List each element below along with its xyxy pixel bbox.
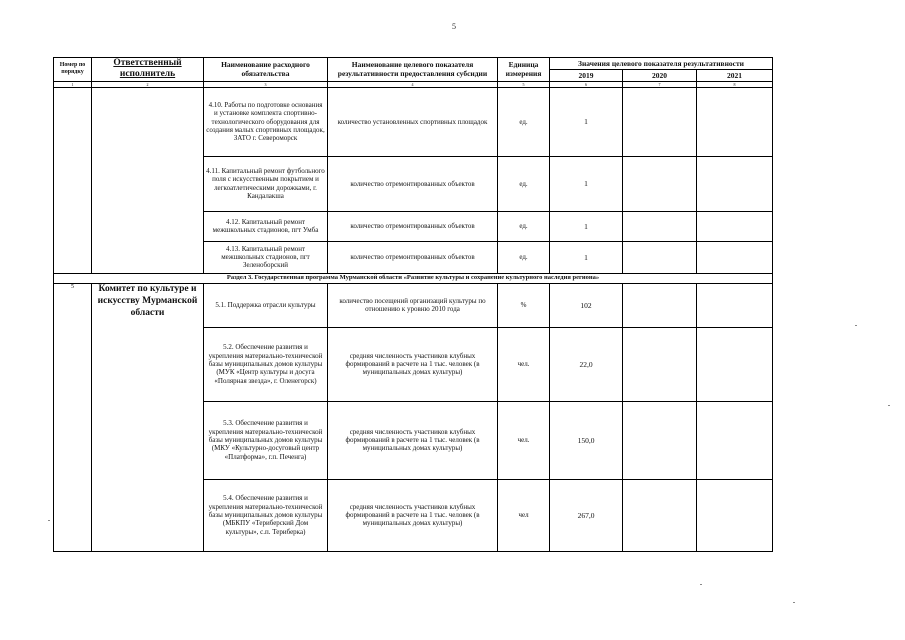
unit-cell: ед. <box>498 211 550 241</box>
indicator-cell: средняя численность участников клубных формирований в расчете на 1 тыс. человек (в муниципальных домах культуры) <box>328 401 498 479</box>
indicator-cell: количество отремонтированных объектов <box>328 241 498 273</box>
unit-cell: ед. <box>498 241 550 273</box>
header-executor: Ответственный исполнитель <box>92 58 204 82</box>
value-2021-cell <box>697 156 773 211</box>
indicator-cell: количество отремонтированных объектов <box>328 211 498 241</box>
table-row <box>54 283 773 327</box>
scan-speck <box>855 325 857 326</box>
scan-speck <box>48 520 50 521</box>
unit-cell: чел <box>498 479 550 551</box>
header-obligation: Наименование расходного обязательства <box>204 58 328 82</box>
header-year-2019: 2019 <box>550 69 623 81</box>
column-number: 6 <box>550 81 623 87</box>
scan-speck <box>793 602 795 603</box>
row-number-cell: 5 <box>54 283 92 551</box>
executor-cell: Комитет по культуре и искусству Мурманской области <box>92 283 204 551</box>
indicator-cell: количество посещений организаций культуры по отношению к уровню 2010 года <box>328 283 498 327</box>
value-2020-cell <box>623 211 697 241</box>
header-indicator: Наименование целевого показателя результативности предоставления субсидии <box>328 58 498 82</box>
column-number: 5 <box>498 81 550 87</box>
obligation-cell: 5.1. Поддержка отрасли культуры <box>204 283 328 327</box>
obligation-cell: 4.12. Капитальный ремонт межшкольных стадионов, пгт Умба <box>204 211 328 241</box>
value-2020-cell <box>623 283 697 327</box>
column-number: 3 <box>204 81 328 87</box>
value-2019-cell: 267,0 <box>550 479 623 551</box>
column-number: 4 <box>328 81 498 87</box>
value-2019-cell: 22,0 <box>550 327 623 401</box>
executor-cell <box>92 87 204 273</box>
value-2019-cell: 1 <box>550 241 623 273</box>
header-year-2021: 2021 <box>697 69 773 81</box>
value-2019-cell: 1 <box>550 211 623 241</box>
section-title: Раздел 3. Государственная программа Мурманской области «Развитие культуры и сохранение культурного наследия региона» <box>54 273 773 283</box>
obligation-cell: 5.2. Обеспечение развития и укрепления материально-технической базы муниципальных домов культуры (МУК «Центр культуры и досуга «Полярная звезда», г. Оленегорск) <box>204 327 328 401</box>
indicator-cell: количество отремонтированных объектов <box>328 156 498 211</box>
unit-cell: чел. <box>498 327 550 401</box>
column-number: 2 <box>92 81 204 87</box>
value-2019-cell: 1 <box>550 156 623 211</box>
obligation-cell: 4.13. Капитальный ремонт межшкольных стадионов, пгт Зеленоборский <box>204 241 328 273</box>
header-row-no: Номер по порядку <box>54 58 92 82</box>
header-values-group: Значения целевого показателя результативности <box>550 58 773 70</box>
header-unit: Единица измерения <box>498 58 550 82</box>
indicator-cell: средняя численность участников клубных формирований в расчете на 1 тыс. человек (в муниципальных домах культуры) <box>328 327 498 401</box>
value-2020-cell <box>623 327 697 401</box>
page-number: 5 <box>452 22 456 31</box>
target-indicators-table <box>53 57 773 552</box>
value-2020-cell <box>623 479 697 551</box>
obligation-cell: 5.3. Обеспечение развития и укрепления материально-технической базы муниципальных домов культуры (МКУ «Культурно-досуговый центр «Платформа», г.п. Печенга) <box>204 401 328 479</box>
value-2020-cell <box>623 87 697 156</box>
value-2019-cell: 1 <box>550 87 623 156</box>
obligation-cell: 5.4. Обеспечение развития и укрепления материально-технической базы муниципальных домов культуры (МБКПУ «Териберский Дом культуры», с.п. Териберка) <box>204 479 328 551</box>
value-2021-cell <box>697 87 773 156</box>
value-2021-cell <box>697 241 773 273</box>
value-2020-cell <box>623 241 697 273</box>
column-number: 8 <box>697 81 773 87</box>
value-2021-cell <box>697 211 773 241</box>
indicator-cell: средняя численность участников клубных формирований в расчете на 1 тыс. человек (в муниципальных домах культуры) <box>328 479 498 551</box>
value-2019-cell: 150,0 <box>550 401 623 479</box>
unit-cell: ед. <box>498 156 550 211</box>
indicator-cell: количество установленных спортивных площадок <box>328 87 498 156</box>
value-2019-cell: 102 <box>550 283 623 327</box>
header-year-2020: 2020 <box>623 69 697 81</box>
value-2020-cell <box>623 401 697 479</box>
value-2020-cell <box>623 156 697 211</box>
column-number: 7 <box>623 81 697 87</box>
value-2021-cell <box>697 283 773 327</box>
value-2021-cell <box>697 401 773 479</box>
value-2021-cell <box>697 327 773 401</box>
section-row <box>54 273 773 283</box>
scan-speck <box>700 584 702 585</box>
scan-speck <box>888 405 890 406</box>
unit-cell: ед. <box>498 87 550 156</box>
obligation-cell: 4.10. Работы по подготовке основания и установке комплекта спортивно-технологического оборудования для создания малых спортивных площадок, ЗАТО г. Североморск <box>204 87 328 156</box>
obligation-cell: 4.11. Капитальный ремонт футбольного поля с искусственным покрытием и легкоатлетическими дорожками, г. Кандалакша <box>204 156 328 211</box>
unit-cell: чел. <box>498 401 550 479</box>
value-2021-cell <box>697 479 773 551</box>
row-number-cell <box>54 87 92 273</box>
table-row <box>54 87 773 156</box>
column-number: 1 <box>54 81 92 87</box>
unit-cell: % <box>498 283 550 327</box>
